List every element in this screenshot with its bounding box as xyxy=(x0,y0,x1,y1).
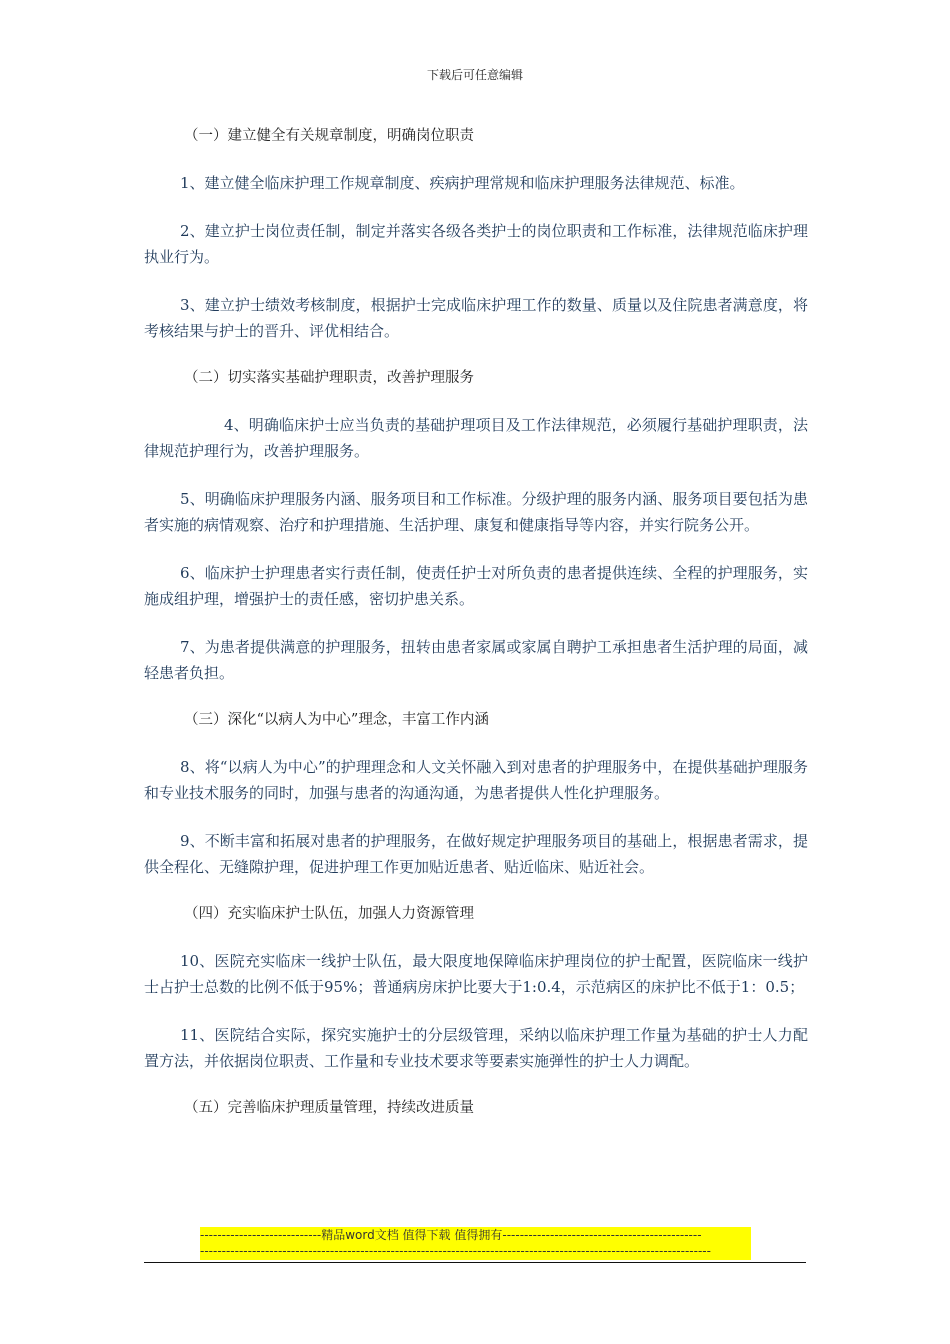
paragraph-10: 10、医院充实临床一线护士队伍，最大限度地保障临床护理岗位的护士配置，医院临床一线护士占护士总数的比例不低于95%；普通病房床护比要大于1:0.4，示范病区的床护比不低于1：0.5； xyxy=(144,952,808,996)
paragraph-5: 5、明确临床护理服务内涵、服务项目和工作标准。分级护理的服务内涵、服务项目要包括为患者实施的病情观察、治疗和护理措施、生活护理、康复和健康指导等内容，并实行院务公开。 xyxy=(144,490,808,534)
paragraph-1: 1、建立健全临床护理工作规章制度、疾病护理常规和临床护理服务法律规范、标准。 xyxy=(180,174,745,192)
paragraph-8: 8、将“以病人为中心”的护理理念和人文关怀融入到对患者的护理服务中，在提供基础护理服务和专业技术服务的同时，加强与患者的沟通沟通，为患者提供人性化护理服务。 xyxy=(144,758,808,802)
paragraph-9: 9、不断丰富和拓展对患者的护理服务，在做好规定护理服务项目的基础上，根据患者需求，提供全程化、无缝隙护理，促进护理工作更加贴近患者、贴近临床、贴近社会。 xyxy=(144,832,808,876)
footer-banner-line-1: ----------------------------精品word文档 值得下载 值得拥有---------------------------------------------- xyxy=(200,1228,702,1242)
page-header: 下载后可任意编辑 xyxy=(426,68,523,82)
footer-banner-line-2: ---------------------------------------------------------------------------------------------------------------------- xyxy=(200,1244,711,1258)
section-heading-4: （四）充实临床护士队伍，加强人力资源管理 xyxy=(184,906,474,922)
footer-divider xyxy=(144,1262,806,1263)
paragraph-3: 3、建立护士绩效考核制度，根据护士完成临床护理工作的数量、质量以及住院患者满意度，将考核结果与护士的晋升、评优相结合。 xyxy=(144,296,808,340)
document-body xyxy=(144,124,808,1142)
section-heading-5: （五）完善临床护理质量管理，持续改进质量 xyxy=(184,1100,474,1116)
paragraph-2: 2、建立护士岗位责任制，制定并落实各级各类护士的岗位职责和工作标准，法律规范临床护理执业行为。 xyxy=(144,222,808,266)
footer-banner xyxy=(200,1227,751,1260)
paragraph-4: 4、明确临床护士应当负责的基础护理项目及工作法律规范，必须履行基础护理职责，法律规范护理行为，改善护理服务。 xyxy=(144,416,808,460)
section-heading-3: （三）深化“以病人为中心”理念，丰富工作内涵 xyxy=(184,712,489,728)
paragraph-6: 6、临床护士护理患者实行责任制，使责任护士对所负责的患者提供连续、全程的护理服务，实施成组护理，增强护士的责任感，密切护患关系。 xyxy=(144,564,808,608)
paragraph-11: 11、医院结合实际，探究实施护士的分层级管理，采纳以临床护理工作量为基础的护士人力配置方法，并依据岗位职责、工作量和专业技术要求等要素实施弹性的护士人力调配。 xyxy=(144,1026,808,1070)
section-heading-2: （二）切实落实基础护理职责，改善护理服务 xyxy=(184,370,474,386)
section-heading-1: （一）建立健全有关规章制度，明确岗位职责 xyxy=(184,128,474,144)
paragraph-7: 7、为患者提供满意的护理服务，扭转由患者家属或家属自聘护工承担患者生活护理的局面，减轻患者负担。 xyxy=(144,638,808,682)
